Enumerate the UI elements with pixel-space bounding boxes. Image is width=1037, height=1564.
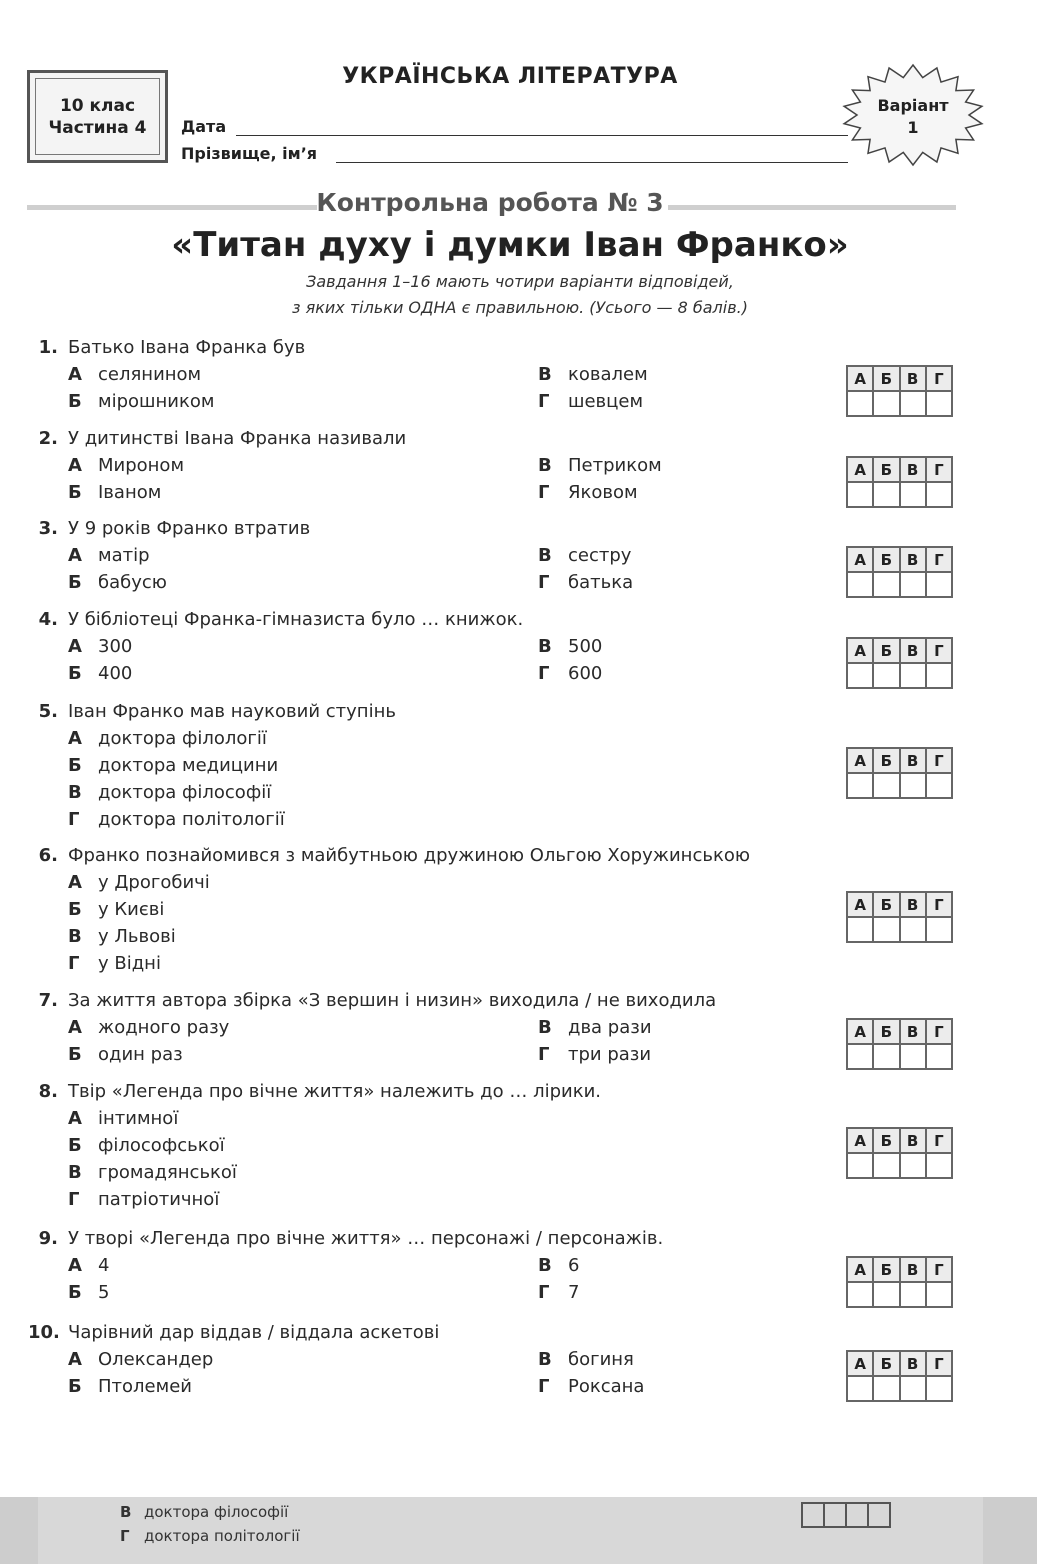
option-text: 5 <box>98 1282 110 1303</box>
option-letter: Б <box>68 391 82 412</box>
option-text: Петриком <box>568 455 662 476</box>
answer-checkbox[interactable] <box>847 1376 873 1401</box>
date-field[interactable] <box>236 135 848 136</box>
option-letter: Б <box>68 755 82 776</box>
answer-grid <box>846 1127 953 1179</box>
answer-grid-letter: В <box>900 892 926 917</box>
option-letter: А <box>68 1349 82 1370</box>
answer-checkbox[interactable] <box>926 1376 952 1401</box>
option-text: доктора медицини <box>98 755 279 776</box>
answer-grid-letter: Г <box>926 1257 952 1282</box>
overlay-option <box>120 1527 300 1545</box>
answer-grid-letter: В <box>900 638 926 663</box>
question-text: У 9 років Франко втратив <box>68 518 311 539</box>
answer-checkbox[interactable] <box>926 1282 952 1307</box>
answer-option <box>68 364 201 385</box>
option-text: Роксана <box>568 1376 645 1397</box>
answer-checkbox[interactable] <box>873 391 899 416</box>
answer-grid-letter: А <box>847 1257 873 1282</box>
answer-option <box>68 545 150 566</box>
answer-option <box>68 872 210 893</box>
option-text: філософської <box>98 1135 225 1156</box>
grade-box <box>27 70 168 163</box>
answer-option <box>68 663 132 684</box>
question-number: 3. <box>38 518 58 539</box>
answer-checkbox[interactable] <box>847 663 873 688</box>
answer-checkbox[interactable] <box>873 917 899 942</box>
option-text: 7 <box>568 1282 580 1303</box>
answer-grid-letter: А <box>847 892 873 917</box>
page-title: «Титан духу і думки Іван Франко» <box>171 225 849 265</box>
answer-checkbox[interactable] <box>926 917 952 942</box>
answer-checkbox[interactable] <box>847 391 873 416</box>
question-text: Батько Івана Франка був <box>68 337 306 358</box>
option-text: бабусю <box>98 572 167 593</box>
option-letter: Г <box>538 663 550 684</box>
bottom-overlay <box>0 1497 1037 1564</box>
subject-title: УКРАЇНСЬКА ЛІТЕРАТУРА <box>342 64 678 89</box>
variant-badge <box>860 95 966 139</box>
option-letter: В <box>538 1255 552 1276</box>
option-text: ковалем <box>568 364 648 385</box>
answer-option <box>538 663 602 684</box>
answer-option <box>68 1376 192 1397</box>
answer-option <box>538 636 602 657</box>
control-work-title: Контрольна робота № 3 <box>316 188 664 217</box>
part-label: Частина 4 <box>48 117 147 138</box>
question-text: Чарівний дар віддав / віддала аскетові <box>68 1322 440 1343</box>
option-letter: В <box>538 636 552 657</box>
option-letter: В <box>538 545 552 566</box>
overlay-panel <box>38 1497 983 1564</box>
question-text: Твір «Легенда про вічне життя» належить до … лірики. <box>68 1081 601 1102</box>
answer-checkbox[interactable] <box>900 663 926 688</box>
answer-option <box>68 755 278 776</box>
option-letter: Г <box>68 1189 80 1210</box>
answer-checkbox[interactable] <box>926 1044 952 1069</box>
answer-grid <box>846 747 953 799</box>
answer-grid-letter: В <box>900 547 926 572</box>
answer-checkbox[interactable] <box>900 1044 926 1069</box>
answer-grid-letter: А <box>847 547 873 572</box>
option-letter: Г <box>538 1044 550 1065</box>
option-letter: В <box>538 364 552 385</box>
option-text: Птолемей <box>98 1376 192 1397</box>
answer-grid <box>846 456 953 508</box>
answer-checkbox[interactable] <box>900 1376 926 1401</box>
answer-grid-letter: Г <box>926 1128 952 1153</box>
option-letter: Б <box>68 1376 82 1397</box>
answer-option <box>68 391 214 412</box>
option-letter: Б <box>68 1044 82 1065</box>
option-text: мірошником <box>98 391 215 412</box>
answer-option <box>538 572 633 593</box>
answer-grid-letter: Б <box>873 892 899 917</box>
answer-grid-letter: Б <box>873 1128 899 1153</box>
grade-label: 10 клас <box>59 95 136 116</box>
option-letter: А <box>68 1017 82 1038</box>
instruction-line-2: з яких тільки ОДНА є правильною. (Усього — 8 балів.) <box>292 298 748 317</box>
option-text: у Києві <box>98 899 165 920</box>
answer-grid-letter: Г <box>926 457 952 482</box>
answer-option <box>68 1349 213 1370</box>
answer-grid <box>846 546 953 598</box>
answer-checkbox[interactable] <box>873 663 899 688</box>
name-label: Прізвище, ім’я <box>181 144 318 163</box>
answer-grid-letter: Г <box>926 748 952 773</box>
answer-option <box>538 1282 579 1303</box>
answer-option <box>538 455 662 476</box>
answer-grid-letter: Б <box>873 1257 899 1282</box>
option-text: інтимної <box>98 1108 179 1129</box>
answer-grid-letter: Б <box>873 547 899 572</box>
option-text: 600 <box>568 663 603 684</box>
option-letter: Б <box>68 899 82 920</box>
answer-option <box>68 926 176 947</box>
answer-grid-letter: В <box>900 1128 926 1153</box>
option-letter: Г <box>538 1282 550 1303</box>
option-text: два рази <box>568 1017 652 1038</box>
option-text: у Відні <box>98 953 161 974</box>
answer-checkbox[interactable] <box>847 917 873 942</box>
answer-checkbox[interactable] <box>847 1153 873 1178</box>
answer-option <box>68 899 164 920</box>
answer-grid-letter: Г <box>926 1019 952 1044</box>
question-number: 6. <box>38 845 58 866</box>
answer-checkbox[interactable] <box>847 482 873 507</box>
answer-checkbox[interactable] <box>873 572 899 597</box>
answer-option <box>68 636 132 657</box>
answer-grid-letter: А <box>847 1351 873 1376</box>
option-letter: Г <box>68 809 80 830</box>
title-divider-right <box>668 205 956 210</box>
answer-checkbox[interactable] <box>926 1153 952 1178</box>
option-text: Мироном <box>98 455 185 476</box>
option-text: у Львові <box>98 926 176 947</box>
date-label: Дата <box>181 117 227 136</box>
answer-checkbox[interactable] <box>873 1376 899 1401</box>
question-number: 8. <box>38 1081 58 1102</box>
answer-checkbox[interactable] <box>926 773 952 798</box>
option-text: Іваном <box>98 482 162 503</box>
answer-grid-letter: А <box>847 457 873 482</box>
answer-checkbox[interactable] <box>900 482 926 507</box>
option-text: у Дрогобичі <box>98 872 210 893</box>
answer-option <box>538 1349 634 1370</box>
option-letter: Г <box>538 391 550 412</box>
overlay-option-letter: Г <box>120 1527 130 1545</box>
option-text: патріотичної <box>98 1189 220 1210</box>
answer-grid-letter: Г <box>926 1351 952 1376</box>
option-text: доктора філології <box>98 728 267 749</box>
option-letter: А <box>68 728 82 749</box>
option-text: три рази <box>568 1044 652 1065</box>
answer-grid-letter: Б <box>873 638 899 663</box>
answer-checkbox[interactable] <box>873 1282 899 1307</box>
answer-grid-letter: Г <box>926 547 952 572</box>
option-text: громадянської <box>98 1162 237 1183</box>
option-letter: А <box>68 636 82 657</box>
answer-checkbox[interactable] <box>900 572 926 597</box>
answer-grid <box>846 1350 953 1402</box>
option-letter: Г <box>538 572 550 593</box>
question-number: 7. <box>38 990 58 1011</box>
answer-grid-letter: А <box>847 748 873 773</box>
question-number: 4. <box>38 609 58 630</box>
option-letter: В <box>68 782 82 803</box>
question-text: За життя автора збірка «З вершин і низин» виходила / не виходила <box>68 990 717 1011</box>
answer-grid-letter: В <box>900 1351 926 1376</box>
option-text: один раз <box>98 1044 183 1065</box>
option-letter: В <box>538 1017 552 1038</box>
answer-grid-letter: Б <box>873 1351 899 1376</box>
answer-grid-letter: В <box>900 366 926 391</box>
answer-checkbox[interactable] <box>926 572 952 597</box>
option-letter: В <box>68 1162 82 1183</box>
answer-checkbox[interactable] <box>873 1044 899 1069</box>
option-text: Яковом <box>568 482 638 503</box>
answer-checkbox[interactable] <box>847 1282 873 1307</box>
answer-option <box>68 782 271 803</box>
answer-option <box>68 1135 225 1156</box>
answer-checkbox[interactable] <box>926 482 952 507</box>
answer-option <box>68 1044 183 1065</box>
answer-option <box>538 364 648 385</box>
answer-option <box>538 1017 652 1038</box>
answer-grid <box>846 891 953 943</box>
option-text: 6 <box>568 1255 580 1276</box>
option-letter: В <box>68 926 82 947</box>
answer-option <box>68 1189 219 1210</box>
answer-grid-letter: Б <box>873 748 899 773</box>
option-text: 400 <box>98 663 133 684</box>
option-text: сестру <box>568 545 632 566</box>
answer-checkbox[interactable] <box>847 773 873 798</box>
option-letter: Г <box>538 1376 550 1397</box>
question-number: 2. <box>38 428 58 449</box>
overlay-option <box>120 1503 288 1521</box>
option-text: 500 <box>568 636 603 657</box>
answer-grid-letter: Б <box>873 366 899 391</box>
option-letter: А <box>68 1255 82 1276</box>
answer-checkbox[interactable] <box>900 917 926 942</box>
option-letter: А <box>68 872 82 893</box>
answer-grid-letter: Б <box>873 1019 899 1044</box>
question-number: 9. <box>38 1228 58 1249</box>
answer-checkbox[interactable] <box>847 572 873 597</box>
option-text: 4 <box>98 1255 110 1276</box>
answer-checkbox[interactable] <box>926 663 952 688</box>
answer-grid-letter: Б <box>873 457 899 482</box>
option-letter: В <box>538 1349 552 1370</box>
answer-grid-letter: Г <box>926 638 952 663</box>
overlay-answer-grid <box>800 1501 896 1531</box>
answer-option <box>68 728 267 749</box>
answer-option <box>538 482 638 503</box>
option-letter: Б <box>68 1282 82 1303</box>
answer-grid-letter: В <box>900 457 926 482</box>
variant-label: Варіант <box>877 96 949 115</box>
option-text: Олександер <box>98 1349 214 1370</box>
option-text: жодного разу <box>98 1017 230 1038</box>
option-letter: А <box>68 455 82 476</box>
overlay-option-text: доктора політології <box>144 1527 300 1545</box>
question-text: У дитинстві Івана Франка називали <box>68 428 407 449</box>
answer-checkbox[interactable] <box>900 1153 926 1178</box>
option-letter: Г <box>538 482 550 503</box>
answer-grid-letter: В <box>900 1019 926 1044</box>
option-text: матір <box>98 545 150 566</box>
answer-grid-letter: Г <box>926 366 952 391</box>
option-letter: Б <box>68 572 82 593</box>
answer-option <box>68 1108 178 1129</box>
answer-option <box>68 1282 109 1303</box>
variant-number: 1 <box>907 118 919 137</box>
option-letter: А <box>68 1108 82 1129</box>
answer-checkbox[interactable] <box>900 773 926 798</box>
answer-checkbox[interactable] <box>873 773 899 798</box>
question-text: Іван Франко мав науковий ступінь <box>68 701 396 722</box>
answer-checkbox[interactable] <box>873 482 899 507</box>
answer-checkbox[interactable] <box>900 1282 926 1307</box>
answer-checkbox[interactable] <box>873 1153 899 1178</box>
answer-option <box>538 1376 644 1397</box>
question-text: У творі «Легенда про вічне життя» … персонажі / персонажів. <box>68 1228 664 1249</box>
question-text: Франко познайомився з майбутньою дружиною Ольгою Хоружинською <box>68 845 750 866</box>
question-text: У бібліотеці Франка-гімназиста було … книжок. <box>68 609 524 630</box>
answer-checkbox[interactable] <box>847 1044 873 1069</box>
answer-option <box>68 482 161 503</box>
option-letter: Б <box>68 1135 82 1156</box>
answer-grid-letter: В <box>900 1257 926 1282</box>
option-letter: Б <box>68 663 82 684</box>
option-text: 300 <box>98 636 133 657</box>
option-letter: Г <box>68 953 80 974</box>
answer-option <box>538 545 631 566</box>
option-letter: Б <box>68 482 82 503</box>
answer-option <box>538 1255 579 1276</box>
option-letter: А <box>68 545 82 566</box>
answer-option <box>68 1017 229 1038</box>
answer-grid <box>846 1256 953 1308</box>
answer-grid-letter: А <box>847 1019 873 1044</box>
overlay-option-letter: В <box>120 1503 132 1521</box>
answer-checkbox[interactable] <box>900 391 926 416</box>
answer-grid <box>846 1018 953 1070</box>
question-number: 10. <box>28 1322 60 1343</box>
answer-option <box>538 1044 651 1065</box>
option-text: богиня <box>568 1349 634 1370</box>
question-number: 5. <box>38 701 58 722</box>
title-divider-left <box>27 205 317 210</box>
answer-grid <box>846 365 953 417</box>
option-text: батька <box>568 572 634 593</box>
instruction-line-1: Завдання 1–16 мають чотири варіанти відповідей, <box>306 272 734 291</box>
option-letter: А <box>68 364 82 385</box>
option-text: доктора філософії <box>98 782 272 803</box>
answer-grid-letter: А <box>847 1128 873 1153</box>
answer-grid-letter: Г <box>926 892 952 917</box>
name-field[interactable] <box>336 162 848 163</box>
answer-option <box>68 809 285 830</box>
answer-option <box>68 1255 109 1276</box>
option-text: шевцем <box>568 391 644 412</box>
overlay-option-text: доктора філософії <box>144 1503 289 1521</box>
answer-option <box>68 953 161 974</box>
option-text: доктора політології <box>98 809 285 830</box>
option-letter: В <box>538 455 552 476</box>
answer-option <box>538 391 643 412</box>
answer-option <box>68 572 167 593</box>
answer-grid-letter: А <box>847 366 873 391</box>
answer-grid-letter: В <box>900 748 926 773</box>
option-text: селянином <box>98 364 202 385</box>
question-number: 1. <box>38 337 58 358</box>
answer-grid <box>846 637 953 689</box>
answer-grid-letter: А <box>847 638 873 663</box>
answer-checkbox[interactable] <box>926 391 952 416</box>
answer-option <box>68 1162 237 1183</box>
answer-option <box>68 455 184 476</box>
